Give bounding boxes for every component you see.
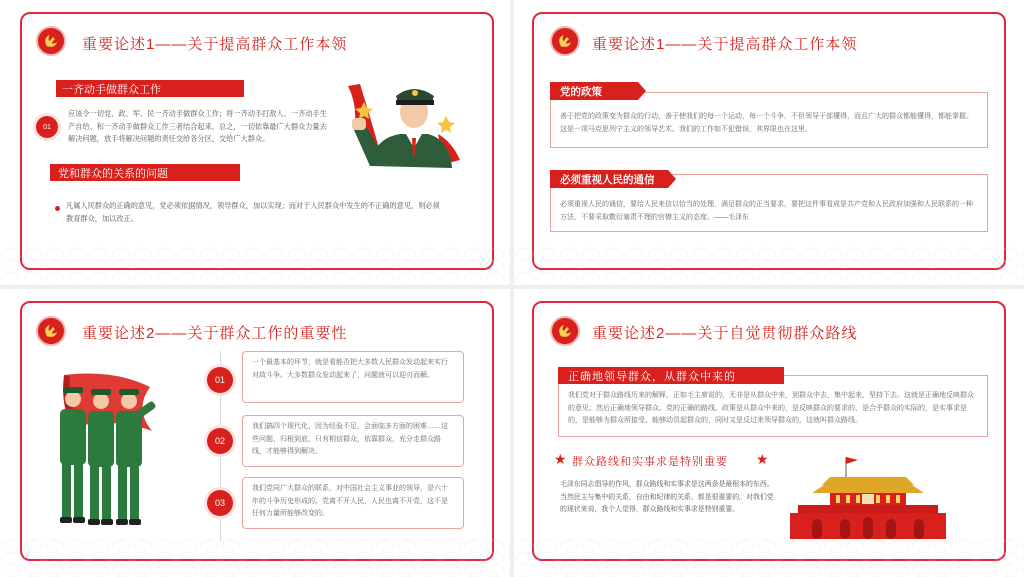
- policy-text-box: 善于把党的政策变为群众的行动，善于使我们的每一个运动，每一个斗争，不但领导干部懂得，而且广大的群众都能懂得，都能掌握。这是一项马克思列宁主义的领导艺术。我们的工作如不犯错误，其界限也在这里。: [550, 92, 988, 148]
- timeline-item-3: 我们党同广大群众的联系，对中国社会主义事业的领导，是六十年的斗争历史形成的。党离不开人民，人民也离不开党，这不是任何力量所能够改变的。: [242, 477, 464, 529]
- wave-watermark: [514, 245, 1024, 285]
- letters-text-box: 必须重视人民的通信，要给人民来信以恰当的处理，满足群众的正当要求，要把这件事看成是共产党和人民政府加强和人民联系的一种方法，不要采取敷衍塞责不理的官僚主义的态度。——毛泽东: [550, 174, 988, 232]
- wave-watermark: [514, 537, 1024, 577]
- slide-2[interactable]: [514, 0, 1024, 285]
- wave-watermark: [0, 245, 510, 285]
- party-emblem-icon: [550, 316, 580, 346]
- section-bar-1: [56, 80, 244, 97]
- slide-4[interactable]: [514, 289, 1024, 577]
- party-emblem-icon: [36, 26, 66, 56]
- soldiers-flag-illustration: [54, 369, 166, 527]
- party-emblem-icon: [550, 26, 580, 56]
- page-title: 重要论述2——关于自觉贯彻群众路线: [592, 325, 858, 342]
- timeline-number-3: 03: [207, 490, 233, 516]
- page-title: 重要论述1——关于提高群众工作本领: [82, 36, 348, 53]
- wave-watermark: [0, 537, 510, 577]
- timeline-item-2: 我们搞四个现代化，因为经验不足，会面临多方面的困难……这些问题，归根到底，只有相信群众，依靠群众，充分走群众路线，才能够得到解决。: [242, 415, 464, 467]
- section-bar-label: 正确地领导群众，从群众中来的: [568, 370, 736, 383]
- page-title: 重要论述2——关于群众工作的重要性: [82, 325, 348, 342]
- slide-1[interactable]: [0, 0, 510, 285]
- paragraph-2: 毛泽东同志倡导的作风，群众路线和实事求是这两条是最根本的东西。当然民主与集中的关系，自由和纪律的关系，都是很重要的。对我们党的现状来说，我个人觉得，群众路线和实事求是特别重要。: [560, 481, 774, 513]
- soldier-salute-illustration: [340, 76, 468, 172]
- policy-tab: 党的政策: [550, 82, 638, 100]
- paragraph-1: 应该令一切党、政、军、民一齐动手做群众工作；将一齐动手打敌人、一齐动手生产自给、和一齐动手做群众工作三者结合起来。总之，一切依靠最广大群众力量去解决问题，放手将解决问题的责任交给各分区，交给广大群众。: [68, 109, 327, 143]
- section-bar-1: [558, 367, 784, 384]
- number-badge: 01: [36, 116, 58, 138]
- section-subtitle: 群众路线和实事求是特别重要: [572, 456, 728, 468]
- slide-3[interactable]: [0, 289, 510, 577]
- party-emblem-icon: [36, 316, 66, 346]
- timeline-number-2: 02: [207, 428, 233, 454]
- timeline-number-1: 01: [207, 367, 233, 393]
- letters-tab: 必须重视人民的通信: [550, 170, 668, 188]
- section-bar-2: [50, 164, 240, 181]
- tiananmen-illustration: [790, 455, 946, 539]
- star-icon: ★: [554, 451, 567, 467]
- mass-line-text-box: 我们党对于群众路线历来的解释，正如毛主席说的，无非是从群众中来，到群众中去，集中起来，坚持下去。这就是正确地反映群众的意见；然后正确地领导群众。党的正确的路线、政策是从群众中来的，是反映群众的要求的，是合乎群众的实际的，是实事求是的，是能够为群众所接受、能够动员起群众的，同时又是反过来领导群众的，这就叫群众路线。: [558, 375, 988, 437]
- star-icon: ★: [756, 451, 769, 467]
- section-bar-label: 一齐动手做群众工作: [62, 83, 161, 96]
- timeline-item-1: 一个最基本的环节，就是看能否把大多数人民群众发动起来实行对敌斗争。大多数群众发动起来了，问题就可以迎刃而解。: [242, 351, 464, 403]
- section-bar-label: 党和群众的关系的问题: [58, 167, 168, 180]
- bullet-dot: [55, 206, 60, 211]
- paragraph-2: 凡属人民群众的正确的意见，党必须依据情况，领导群众，加以实现；而对于人民群众中发生的不正确的意见，则必须教育群众，加以改正。: [66, 201, 440, 223]
- page-title: 重要论述1——关于提高群众工作本领: [592, 36, 858, 53]
